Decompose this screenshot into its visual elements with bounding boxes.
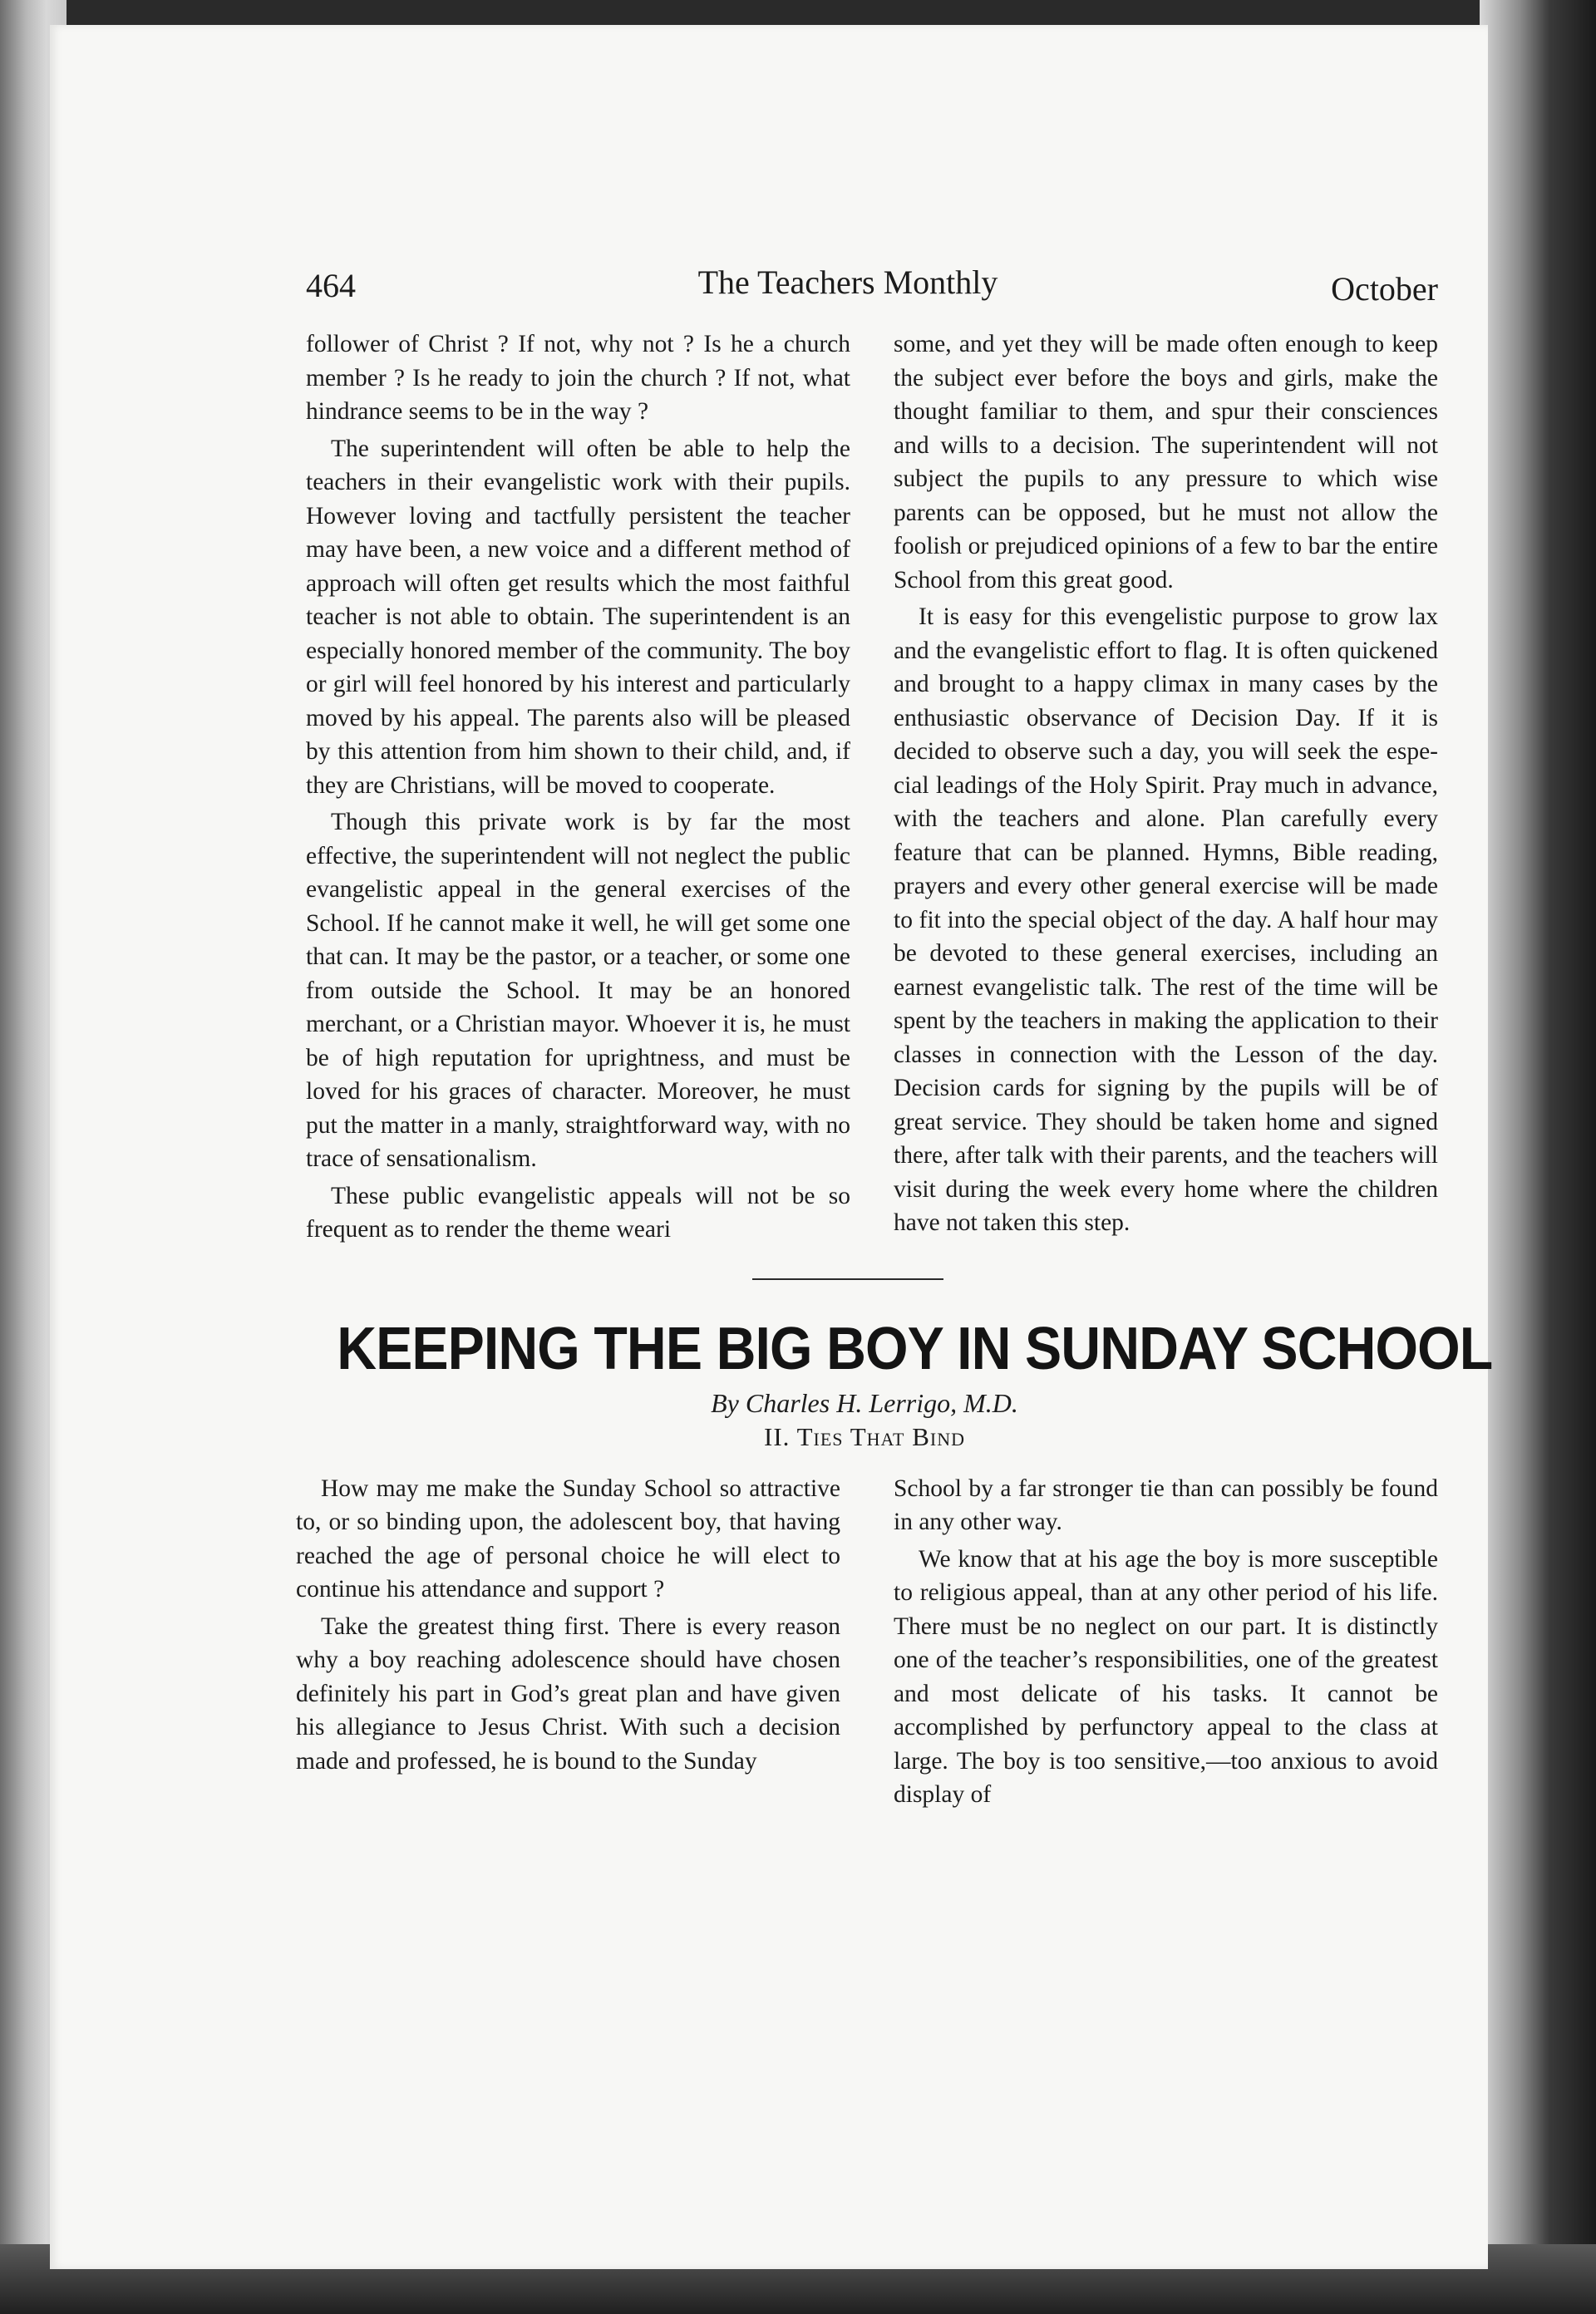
paragraph: The superintendent will often be able to help the teachers in their evangelistic work with their pupils. However loving and tactfully persistent the teacher may have been, a new voice and a different method of approach will often get results which the most faithful teacher is not able to obtain. The superintendent is an especially honored member of the community. The boy or girl will feel honored by his interest and particularly moved by his appeal. The parents also will be pleased by this attention from him shown to their child, and, if they are Christians, will be moved to cooperate. [306,435,850,799]
top-article [306,327,1438,1247]
paragraph: School by a far stronger tie than can possibly be found in any other way. [894,1475,1438,1535]
article-subhead: II. Ties That Bind [764,1421,965,1451]
paragraph: It is easy for this evengelistic purpose to grow lax and the evangelistic effort to flag. It is often quickened and brought to a happy climax in many cases by the enthusiastic observance of Decision Day. If it is decided to observe such a day, you will seek the especial leadings of the Holy Spirit. Pray much in advance, with the teachers and alone. Plan carefully every feature that can be planned. Hymns, Bible reading, prayers and every other general exercise will be made to fit into the special object of the day. A half hour may be devoted to these general exercises, including an earnest evangelistic talk. The rest of the time will be spent by the teachers in making the application to their classes in connection with the Lesson of the day. Decision cards for signing by the pupils will be of great service. They should be taken home and signed there, after talk with their parents, and the teachers will visit during the week every home where the children have not taken this step. [894,603,1438,1236]
article-body [296,1472,1438,1812]
page-number: 464 [306,267,356,304]
running-head [258,263,1438,316]
article-left-column [296,1472,840,1812]
paragraph: Take the greatest thing first. There is every reason why a boy reaching adolescence should have chosen definitely his part in God’s great plan and have given his allegiance to Jesus Christ. With such a decision made and professed, he is bound to the Sunday [296,1612,840,1775]
page-content [258,263,1493,1812]
paragraph: We know that at his age the boy is more susceptible to religious appeal, than at any other period of his life. There must be no neglect on our part. It is distinctly one of the teacher’s responsibilities, one of the greatest and most delicate of his tasks. It cannot be accomplished by perfunctory appeal to the class at large. The boy is too sensitive,—too anxious to avoid display of [894,1545,1438,1808]
top-left-column [306,327,850,1247]
paragraph: follower of Christ ? If not, why not ? Is he a church member ? Is he ready to join the church ? If not, what hindrance seems to be in the way ? [306,331,850,425]
article-right-column [894,1472,1438,1812]
section-divider [752,1278,943,1280]
paragraph: These public evangelistic appeals will not be so frequent as to render the theme weari [306,1182,850,1243]
article-byline: By Charles H. Lerrigo, M.D. [711,1387,1018,1418]
top-right-column [894,327,1438,1247]
page-fold-shadow [1480,0,1596,2314]
article-headline: KEEPING THE BIG BOY IN SUNDAY SCHOOL [337,1315,1493,1382]
paragraph: some, and yet they will be made often enough to keep the subject ever before the boys and girls, make the thought familiar to them, and spur their consciences and wills to a decision. The superintendent will not subject the pupils to any pressure to which wise parents can be opposed, but he must not allow the foolish or prejudiced opinions of a few to bar the entire School from this great good. [894,331,1438,593]
page [50,25,1493,2269]
paragraph: Though this private work is by far the most effective, the superintendent will not neglect the public evangelistic appeal in the general exercises of the School. If he cannot make it well, he will get some one that can. It may be the pastor, or a teacher, or some one from outside the School. It may be an honored merchant, or a Christian mayor. Whoever it is, he must be of high reputation for uprightness, and must be loved for his graces of character. Moreover, he must put the matter in a manly, straightforward way, with no trace of sensationalism. [306,809,850,1172]
journal-title: The Teachers Monthly [697,263,998,301]
paragraph: How may me make the Sunday School so attractive to, or so binding upon, the adolescent boy, that having reached the age of personal choice he will elect to continue his attendance and support ? [296,1475,840,1603]
issue-month: October [1331,270,1438,308]
